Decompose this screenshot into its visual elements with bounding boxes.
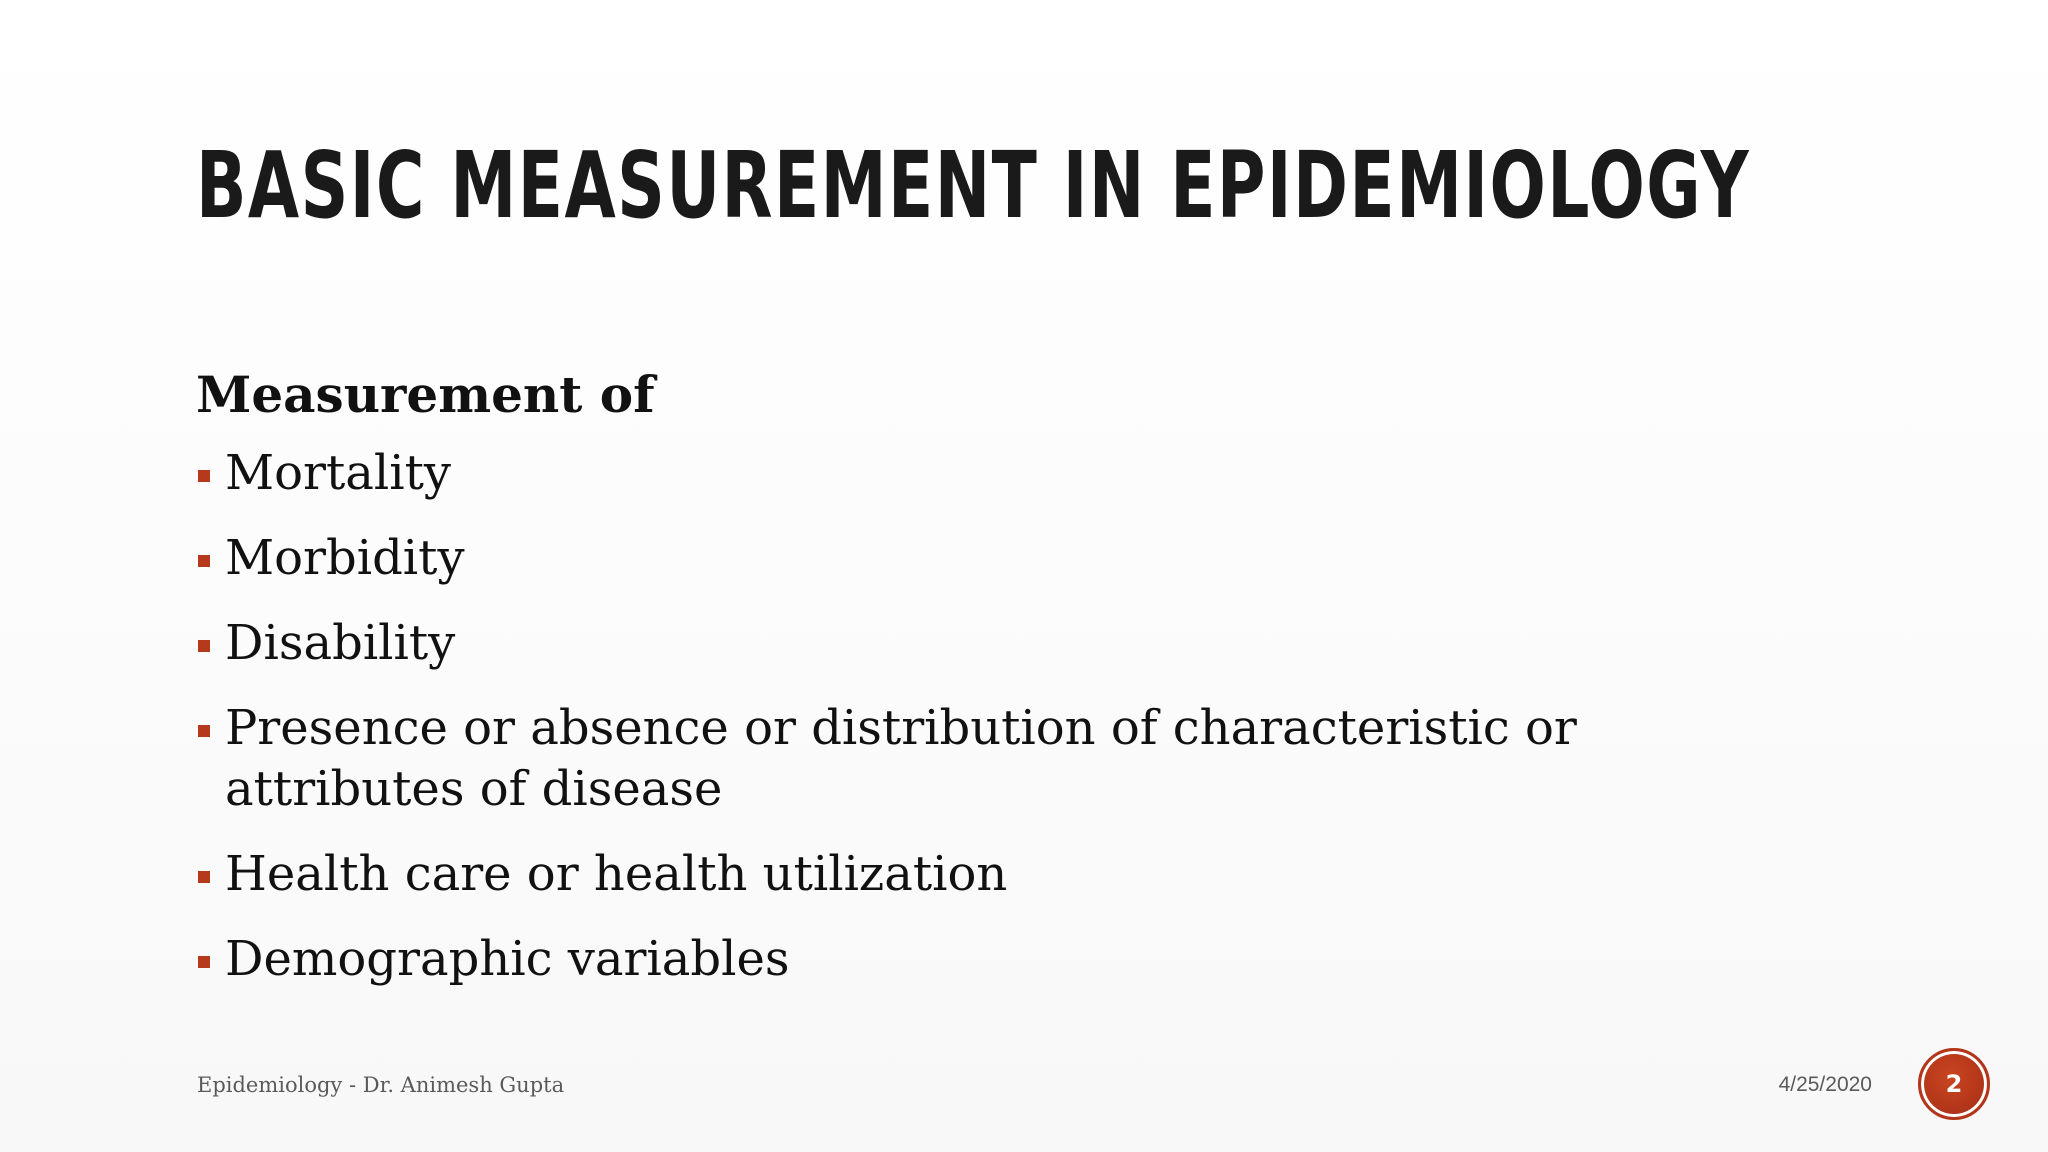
square-bullet-icon [198,725,210,737]
bullet-list [196,443,1756,990]
bullet-text: Health care or health utilization [225,846,1008,902]
bullet-item-demographic [196,929,1756,990]
bullet-item-health-care [196,844,1756,905]
bullet-text: Demographic variables [225,931,790,987]
bullet-item-mortality [196,443,1756,504]
footer-author: Epidemiology - Dr. Animesh Gupta [197,1073,565,1097]
square-bullet-icon [198,871,210,883]
bullet-item-characteristics [196,698,1756,820]
square-bullet-icon [198,470,210,482]
slide-content [196,365,1756,1014]
page-number: 2 [1945,1070,1963,1098]
bullet-text: Disability [225,615,456,671]
bullet-item-morbidity [196,528,1756,589]
square-bullet-icon [198,555,210,567]
square-bullet-icon [198,956,210,968]
bullet-item-disability [196,613,1756,674]
content-subheading: Measurement of [196,365,655,424]
bullet-text: Mortality [225,445,452,501]
square-bullet-icon [198,640,210,652]
bullet-text: Morbidity [225,530,465,586]
page-number-badge [1918,1048,1990,1120]
slide-title: BASIC MEASUREMENT IN EPIDEMIOLOGY [196,132,1751,239]
bullet-text: Presence or absence or distribution of characteristic or attributes of disease [225,700,1577,817]
footer-date: 4/25/2020 [1778,1073,1872,1096]
